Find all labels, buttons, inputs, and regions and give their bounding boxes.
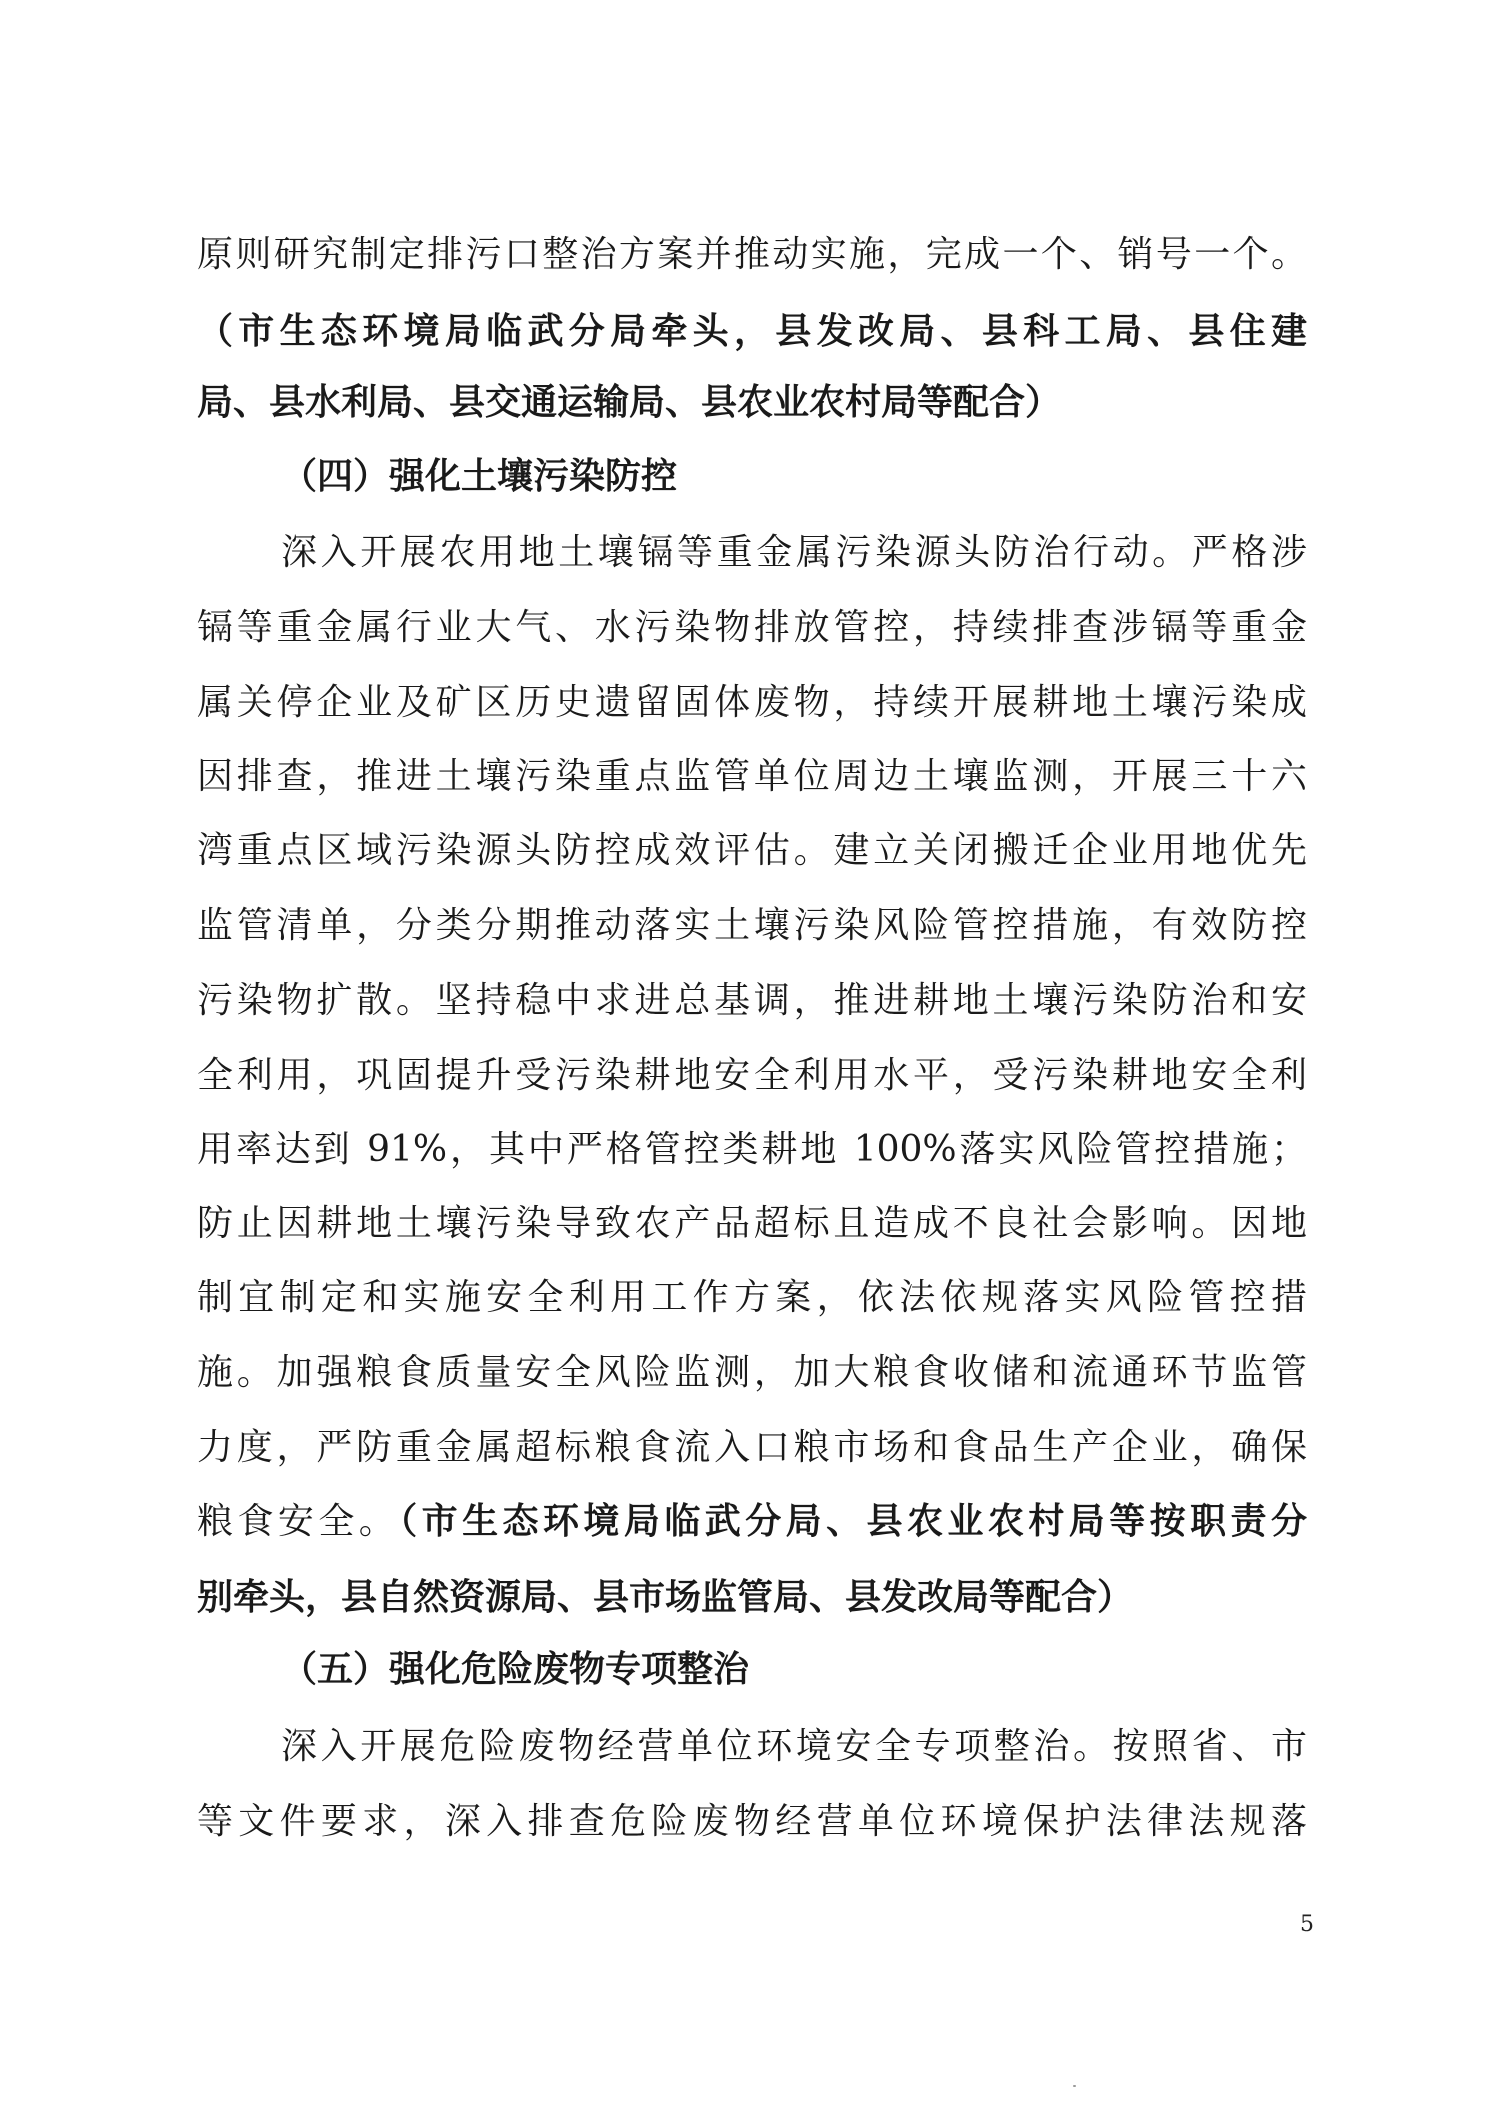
text-line-11	[0, 961, 1487, 1041]
text-line-21-content: 深入开展危险废物经营单位环境安全专项整治。按照省、市	[281, 1726, 1307, 1767]
text-line-3	[0, 363, 1487, 443]
text-line-6-content: 镉等重金属行业大气、水污染物排放管控，持续排查涉镉等重金	[197, 607, 1307, 648]
text-line-12-content: 全利用，巩固提升受污染耕地安全利用水平，受污染耕地安全利	[197, 1055, 1307, 1096]
text-line-9-content: 湾重点区域污染源头防控成效评估。建立关闭搬迁企业用地优先	[197, 830, 1307, 871]
text-line-14	[0, 1184, 1487, 1264]
text-line-22-content: 等文件要求，深入排查危险废物经营单位环境保护法律法规落	[197, 1801, 1307, 1842]
text-line-21	[0, 1707, 1487, 1787]
text-line-9	[0, 811, 1487, 891]
scan-speck	[1073, 2085, 1076, 2087]
text-line-18	[0, 1482, 1487, 1562]
text-line-10	[0, 886, 1487, 966]
section-heading-5-content: （五）强化危险废物专项整治	[281, 1649, 750, 1690]
text-line-17-content: 力度，严防重金属超标粮食流入口粮市场和食品生产企业，确保	[197, 1427, 1307, 1468]
text-line-3-content: 局、县水利局、县交通运输局、县农业农村局等配合）	[197, 382, 1062, 423]
text-line-15	[0, 1258, 1487, 1338]
text-line-1-content: 原则研究制定排污口整治方案并推动实施，完成一个、销号一个。	[197, 234, 1307, 275]
section-heading-5	[0, 1630, 1487, 1710]
text-line-2	[0, 292, 1487, 372]
section-heading-4	[0, 437, 1487, 517]
text-line-1	[0, 215, 1487, 295]
text-line-7	[0, 663, 1487, 743]
text-line-18-bold: （市生态环境局临武分局、县农业农村局等按职责分	[399, 1501, 1307, 1542]
text-line-7-content: 属关停企业及矿区历史遗留固体废物，持续开展耕地土壤污染成	[197, 682, 1307, 723]
text-line-14-content: 防止因耕地土壤污染导致农产品超标且造成不良社会影响。因地	[197, 1203, 1307, 1244]
text-line-17	[0, 1408, 1487, 1488]
text-line-16-content: 施。加强粮食质量安全风险监测，加大粮食收储和流通环节监管	[197, 1352, 1307, 1393]
text-line-13	[0, 1110, 1487, 1190]
text-line-8-content: 因排查，推进土壤污染重点监管单位周边土壤监测，开展三十六	[197, 756, 1307, 797]
text-line-16	[0, 1333, 1487, 1413]
text-line-18-normal: 粮食安全。	[197, 1501, 400, 1542]
text-line-19-content: 别牵头，县自然资源局、县市场监管局、县发改局等配合）	[197, 1577, 1134, 1618]
text-line-8	[0, 737, 1487, 817]
text-line-2-content: （市生态环境局临武分局牵头，县发改局、县科工局、县住建	[197, 311, 1307, 352]
text-line-6	[0, 588, 1487, 668]
text-line-5	[0, 513, 1487, 593]
text-line-12	[0, 1036, 1487, 1116]
text-line-22	[0, 1782, 1487, 1862]
text-line-19	[0, 1558, 1487, 1638]
text-line-13-content: 用率达到 91%，其中严格管控类耕地 100%落实风险管控措施；	[197, 1129, 1307, 1170]
text-line-10-content: 监管清单，分类分期推动落实土壤污染风险管控措施，有效防控	[197, 905, 1307, 946]
text-line-5-content: 深入开展农用地土壤镉等重金属污染源头防治行动。严格涉	[281, 532, 1307, 573]
section-heading-4-content: （四）强化土壤污染防控	[281, 456, 678, 497]
text-line-11-content: 污染物扩散。坚持稳中求进总基调，推进耕地土壤污染防治和安	[197, 980, 1307, 1021]
page-number: 5	[1300, 1912, 1314, 1937]
text-line-18-content	[197, 1482, 1307, 1562]
text-line-15-content: 制宜制定和实施安全利用工作方案，依法依规落实风险管控措	[197, 1277, 1307, 1318]
